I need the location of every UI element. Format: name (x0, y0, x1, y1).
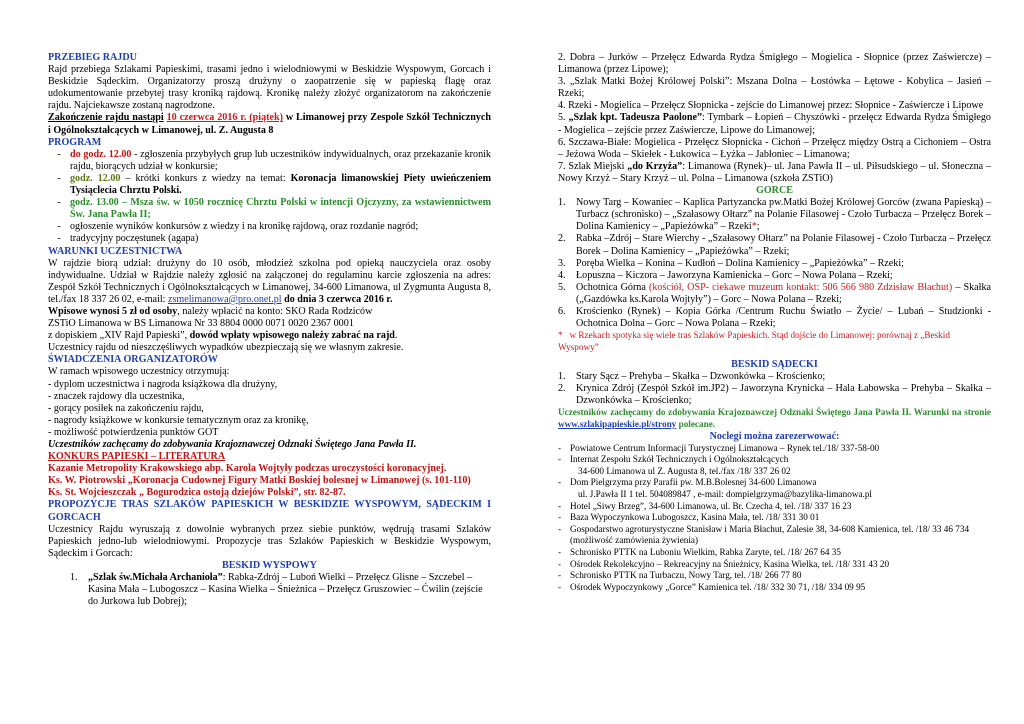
route-name: „do Krzyża” (627, 160, 683, 172)
left-column (48, 52, 491, 608)
gorce-item: 6. Krościenko (Rynek) – Kopia Górka /Centrum Ruchu Światło – Życie/ – Lubań – Studzionki - Ochotnica Dolna – Gorc – Nowa Polana – Rzeki; (558, 305, 991, 330)
gorce-item: 2. Rabka –Zdrój – Stare Wierchy - „Szałasowy Ołtarz” na Polanie Filasowej - Czoło Turbacza – Przełęcz Borek – Dolina Kamienicy – „Papieżówka” – Rzeki; (558, 233, 991, 257)
route-text: : Tymbark – Łopień – Chyszówki - przełęcz Edwarda Rydza Śmigłego - Mogielica – zejście przez Zaświercze, Lipowe do Limanowej; (558, 112, 991, 136)
nocleg-item: - Internat Zespołu Szkół Technicznych i Ogólnokształcących (558, 454, 991, 466)
rzeki-note (558, 330, 991, 353)
wpisowe-rest: , należy wpłacić na konto: SKO Rada Rodziców (177, 305, 373, 317)
gorce-item: 1. Nowy Targ – Kowaniec – Kaplica Partyzancka pw.Matki Bożej Królowej Gorców (zwana Papieską) – Turbacz (schronisko) – „Szałasowy Ołtarz” na Polanie Filasowej - Czoło Turbacza – Przełęcz Borek – Dolina Kamienicy – „Papieżówka” – Rzeki*; (558, 197, 991, 233)
route-item: 4. Rzeki - Mogielica – Przełęcz Słopnicka - zejście do Limanowej przez: Słopnice - Zaświercze i Lipowe (558, 100, 984, 112)
route-item: 3. „Szlak Matki Bożej Królowej Polski”: Mszana Dolna – Łostówka – Łętowe - Kobylica – Jasień – Rzeki; (558, 76, 991, 100)
gorce-text: Łopuszna – Kiczora – Jaworzyna Kamienicka – Gorc – Nowa Polana – Rzeki; (576, 269, 893, 281)
nocleg-text: Gospodarstwo agroturystyczne Stanisław i Maria Błachut, Zalesie 38, 34-608 Kamienica, tel. /18/ 33 46 734 (możliwość zamówienia żywienia) (570, 523, 970, 546)
noclegi-heading: Noclegi można zarezerwować: (709, 430, 840, 442)
gorce-contact: (kościół, OSP- ciekawe muzeum kontakt: 506 566 980 Zdzisław Błachut) (648, 281, 953, 293)
nocleg-text: Dom Pielgrzyma przy Parafii pw. M.B.Bolesnej 34-600 Limanowa (570, 477, 817, 488)
nocleg-text: ul. J.Pawła II 1 tel. 504089847 , e-mail: dompielgrzyma@bazylika-limanowa.pl (578, 489, 872, 499)
nocleg-text: Powiatowe Centrum Informacji Turystycznej Limanowa – Rynek tel./18/ 337-58-00 (570, 442, 880, 453)
nocleg-item: - Schronisko PTTK na Turbaczu, Nowy Targ, tel. /18/ 266 77 80 (558, 570, 991, 582)
swiadczenia-item: - gorący posiłek na zakończeniu rajdu, (48, 402, 204, 414)
right-column (558, 52, 991, 593)
program-topic: Koronacja limanowskiej Piety uwieńczeniem Tysiąclecia Chrztu Polski. (70, 172, 491, 197)
swiadczenia-intro: W ramach wpisowego uczestnicy otrzymują: (48, 366, 230, 378)
odznaka-note-green (558, 407, 991, 430)
zakonczenie-label: Zakończenie rajdu nastąpi (48, 112, 164, 124)
literatura-item: Ks. W. Piotrowski „Koronacja Cudownej Figury Matki Boskiej bolesnej w Limanowej (s. 101-110) (48, 475, 471, 487)
green-note-text: polecane. (678, 418, 716, 429)
swiadczenia-item: - nagrody książkowe w konkursie tematycznym oraz za kronikę, (48, 414, 309, 426)
przebieg-text: Rajd przebiega Szlakami Papieskimi, trasami jedno i wielodniowymi w Beskidzie Wyspowym, Gorcach i Beskidzie Sądeckim. Organizatorzy proszą drużyny o zaopatrzenie się w papieską flagę oraz udokumentowanie przebytej trasy kroniką rajdową. Kronikę należy złożyć organizatorom na zakończenie rajdu. Najciekawsze zostaną nagrodzone. (48, 64, 491, 112)
route-number: 7. Szlak Miejski (558, 160, 625, 172)
sadecki-item: 1. Stary Sącz – Prehyba – Skałka – Dzwonkówka – Krościenko; (558, 371, 991, 383)
nocleg-item: - Ośrodek Rekolekcyjno – Rekreacyjny na Śnieżnicy, Kasina Wielka, tel. /18/ 331 43 20 (558, 559, 991, 571)
gorce-item: 5. Ochotnica Górna (kościół, OSP- ciekawe muzeum kontakt: 506 566 980 Zdzisław Błachut) – Skałka („Gazdówka ks.Karola Wojtyły”) – Gorc – Nowa Polana – Rzeki; (558, 281, 991, 305)
propozycje-heading: PROPOZYCJE TRAS SZLAKÓW PAPIESKICH W BESKIDZIE WYSPOWYM, SĄDECKIM I GORCACH (48, 499, 491, 523)
swiadczenia-item: - znaczek rajdowy dla uczestnika, (48, 390, 185, 402)
email-link[interactable]: zsmelimanowa@pro.onet.pl (168, 293, 282, 305)
nocleg-sub (558, 466, 991, 478)
zakonczenie-rest: w Limanowej przy Zespole Szkół Technicznych i Ogólnokształcących w Limanowej, ul. Z. Augusta 8 (48, 112, 491, 136)
nocleg-item: - Baza Wypoczynkowa Lubogoszcz, Kasina Mała, tel. /18/ 331 30 01 (558, 512, 991, 524)
nocleg-text: Ośrodek Rekolekcyjno – Rekreacyjny na Śnieżnicy, Kasina Wielka, tel. /18/ 331 43 20 (570, 558, 890, 569)
literatura-item: Ks. St. Wojcieszczak „ Bogurodzica ostoją dziejów Polski”, str. 82-87. (48, 487, 346, 499)
gorce-heading: GORCE (755, 185, 793, 197)
rzeki-note-text: w Rzekach spotyka się wiele tras Szlaków Papieskich. Stąd dojście do Limanowej: porównaj z „Beskid Wyspowy” (558, 330, 950, 352)
program-time: godz. 12.00 (70, 172, 121, 184)
route-name: „Szlak kpt. Tadeusza Paolone” (568, 112, 702, 124)
gorce-text: Nowy Targ – Kowaniec – Kaplica Partyzancka pw.Matki Bożej Królowej Gorców (zwana Papieską) – Turbacz (schronisko) – „Szałasowy Ołtarz” na Polanie Filasowej - Czoło Turbacza – Przełęcz Borek – Dolina Kamienicy – „Papieżówka” – Rzeki (576, 197, 991, 233)
warunki-text (48, 258, 491, 306)
warunki-heading: WARUNKI UCZESTNICTWA (48, 245, 183, 257)
nocleg-text: Baza Wypoczynkowa Lubogoszcz, Kasina Mała, tel. /18/ 331 30 01 (570, 512, 820, 523)
nocleg-text: Ośrodek Wypoczynkowy „Gorce” Kamienica tel. /18/ 332 30 71, /18/ 334 09 95 (570, 581, 866, 592)
konkurs-heading: KONKURS PAPIESKI – LITERATURA (48, 451, 226, 463)
program-item: - do godz. 12.00 - zgłoszenia przybyłych grup lub uczestników indywidualnych, oraz przekazanie kronik rajdu, biorących udział w konkursie; (57, 148, 491, 172)
route-name: „Szlak św.Michała Archanioła” (88, 572, 223, 584)
gorce-text: Rabka –Zdrój – Stare Wierchy - „Szałasowy Ołtarz” na Polanie Filasowej - Czoło Turbacza – Przełęcz Borek – Dolina Kamienicy – „Papieżówka” – Rzeki; (576, 233, 991, 257)
route-item (48, 572, 491, 608)
nocleg-text: Internat Zespołu Szkół Technicznych i Ogólnokształcących (570, 454, 789, 465)
dopisek-pre: z dopiskiem „XIV Rajd Papieski”, (48, 330, 188, 342)
gorce-text: – Skałka („Gazdówka ks.Karola Wojtyły”) – Gorc – Nowa Polana – Rzeki; (576, 281, 991, 305)
route-number: 1. (70, 572, 78, 584)
program-item: - godz. 12.00 – krótki konkurs z wiedzy na temat: Koronacja limanowskiej Piety uwieńczeniem Tysiąclecia Chrztu Polski. (57, 172, 491, 197)
star-mark: * (751, 221, 757, 233)
nocleg-text: Schronisko PTTK na Luboniu Wielkim, Rabka Zaryte, tel. /18/ 267 64 35 (570, 546, 841, 557)
route-item (558, 161, 991, 185)
program-item: - godz. 13.00 – Msza św. w 1050 rocznicę Chrztu Polski w intencji Ojczyzny, za wstawiennictwem Św. Jana Pawła II; (57, 197, 491, 221)
literatura-item: Kazanie Metropolity Krakowskiego abp. Karola Wojtyły podczas uroczystości koronacyjnej. (48, 463, 447, 475)
program-mass: godz. 13.00 – Msza św. w 1050 rocznicę Chrztu Polski w intencji Ojczyzny, za wstawiennictwem Św. Jana Pawła II; (70, 197, 491, 221)
wpisowe-amount: Wpisowe wynosi 5 zł od osoby (48, 305, 178, 317)
nocleg-item: - Gospodarstwo agroturystyczne Stanisław i Maria Błachut, Zalesie 38, 34-608 Kamienica, tel. /18/ 33 46 734 (możliwość zamówienia żywienia) (558, 524, 991, 547)
route-text: : Rabka-Zdrój – Luboń Wielki – Przełęcz Glisne – Szczebel – Kasina Mała – Lubogoszcz – Kasina Wielka – Śnieżnica – Przełęcz Gruszowiec – Ćwilin (zejście do Jurkowa lub Dobrej); (88, 572, 483, 608)
dopisek-bold: dowód wpłaty wpisowego należy zabrać na rajd (189, 330, 395, 342)
wpisowe-text (48, 306, 491, 318)
odznaka-note: Uczestników zachęcamy do zdobywania Krajoznawczej Odznaki Świętego Jana Pawła II. (48, 439, 417, 450)
nocleg-text: 34-600 Limanowa ul Z. Augusta 8, tel./fax /18/ 337 26 02 (578, 465, 791, 476)
sadecki-text: Stary Sącz – Prehyba – Skałka – Dzwonkówka – Krościenko; (576, 371, 826, 383)
gorce-text: Poręba Wielka – Konina – Kudłoń – Dolina Kamienicy – „Papieżówka” – Rzeki; (576, 257, 904, 269)
konto-line: ZSTiO Limanowa w BS Limanowa Nr 33 8804 0000 0071 0020 2367 0001 (48, 318, 354, 330)
nocleg-item: - Dom Pielgrzyma przy Parafii pw. M.B.Bolesnej 34-600 Limanowa (558, 477, 991, 489)
program-time: do godz. 12.00 (70, 148, 132, 160)
gorce-text: Krościenko (Rynek) – Kopia Górka /Centrum Ruchu Światło – Życie/ – Lubań – Studzionki - Ochotnica Dolna – Gorc – Nowa Polana – Rzeki; (576, 305, 991, 330)
nocleg-sub (558, 489, 991, 501)
warunki-deadline: do dnia 3 czerwca 2016 r. (284, 293, 393, 305)
propozycje-text: Uczestnicy Rajdu wyruszają z dowolnie wybranych przez siebie punktów, wędrują trasami Szlaków Papieskich jedno-lub wielodniowymi. Propozycje tras Szlaków Papieskich w Beskidzie Wyspowym, Sądeckim i Gorcach: (48, 523, 491, 559)
sadecki-text: Krynica Zdrój (Zespół Szkół im.JP2) – Jaworzyna Krynicka – Hala Łabowska – Prehyba – Skałka – Dzwonkówka – Krościenko; (576, 383, 991, 407)
beskid-wyspowy-heading: BESKID WYSPOWY (222, 559, 317, 571)
route-number: 5. (558, 112, 566, 124)
route-item (558, 112, 991, 136)
zakonczenie-text (48, 112, 491, 136)
szlaki-link[interactable]: www.szlakipapieskie.pl/strony (558, 418, 677, 429)
zakonczenie-date: 10 czerwca 2016 r. (piątek) (166, 112, 283, 124)
program-text: - zgłoszenia przybyłych grup lub uczestników indywidualnych, oraz przekazanie kronik rajdu, biorących udział w konkursie; (70, 148, 491, 172)
green-note-text: Uczestników zachęcamy do zdobywania Krajoznawczej Odznaki Świętego Jana Pawła II. Warunki na stronie (558, 407, 991, 418)
gorce-item: 4. Łopuszna – Kiczora – Jaworzyna Kamienicka – Gorc – Nowa Polana – Rzeki; (558, 270, 991, 282)
warunki-body: W rajdzie biorą udział: drużyny do 10 osób, młodzież szkolna pod opieką nauczyciela oraz osoby indywidualne. Udział w Rajdzie należy zgłosić na załączonej do regulaminu karcie zgłoszenia na adres: Zespół Szkół Technicznych i Ogólnokształcących w Limanowej, 34-600 Limanowa, ul Zygmunta Augusta 8, tel./fax 18 337 26 02, e-mail: (48, 257, 491, 305)
gorce-text: Ochotnica Górna (576, 281, 646, 293)
przebieg-heading: PRZEBIEG RAJDU (48, 52, 137, 63)
route-item: 6. Szczawa-Białe: Mogielica - Przełęcz Słopnicka - Cichoń – Przełęcz między Ostrą a Cichoniem – Ostra – Jeżowa Woda – Skiełek - Łukowica – Łyżka – Jabłoniec – Limanowa; (558, 136, 991, 160)
route-item: 2. Dobra – Jurków – Przełęcz Edwarda Rydza Śmigłego – Mogielica - Słopnice (przez Zaświercze) – Limanowa (przez Lipowe); (558, 52, 991, 76)
nocleg-item: - Hotel „Siwy Brzeg”, 34-600 Limanowa, ul. Br. Czecha 4, tel. /18/ 337 16 23 (558, 501, 991, 513)
program-text: ogłoszenie wyników konkursów z wiedzy i na kronikę rajdową, oraz rozdanie nagród; (70, 221, 419, 233)
program-item: - tradycyjny poczęstunek (agapa) (48, 233, 491, 245)
nocleg-item: - Powiatowe Centrum Informacji Turystycznej Limanowa – Rynek tel./18/ 337-58-00 (558, 443, 991, 455)
program-heading: PROGRAM (48, 136, 102, 148)
nocleg-text: Schronisko PTTK na Turbaczu, Nowy Targ, tel. /18/ 266 77 80 (570, 570, 802, 581)
sadecki-item: 2. Krynica Zdrój (Zespół Szkół im.JP2) – Jaworzyna Krynicka – Hala Łabowska – Prehyba – Skałka – Dzwonkówka – Krościenko; (558, 383, 991, 407)
nocleg-item: - Schronisko PTTK na Luboniu Wielkim, Rabka Zaryte, tel. /18/ 267 64 35 (558, 547, 991, 559)
nocleg-item: - Ośrodek Wypoczynkowy „Gorce” Kamienica tel. /18/ 332 30 71, /18/ 334 09 95 (558, 582, 991, 594)
route-text: : Limanowa (Rynek)– ul. Jana Pawła II – ul. Piłsudskiego – ul. Słoneczna – Nowy Krzyż – Stary Krzyż – ul. Polna – Limanowa (szkoła ZSTiO) (558, 160, 991, 184)
dopisek-line: z dopiskiem „XIV Rajd Papieski”, dowód wpłaty wpisowego należy zabrać na rajd. (48, 330, 398, 342)
swiadczenia-item: - możliwość potwierdzenia punktów GOT (48, 426, 219, 438)
ubezpieczenie-line: Uczestnicy rajdu od nieszczęśliwych wypadków ubezpieczają się we własnym zakresie. (48, 342, 404, 354)
nocleg-text: Hotel „Siwy Brzeg”, 34-600 Limanowa, ul. Br. Czecha 4, tel. /18/ 337 16 23 (570, 500, 852, 511)
swiadczenia-item: - dyplom uczestnictwa i nagroda książkowa dla drużyny, (48, 378, 278, 390)
program-item: - ogłoszenie wyników konkursów z wiedzy i na kronikę rajdową, oraz rozdanie nagród; (48, 221, 491, 233)
gorce-item: 3. Poręba Wielka – Konina – Kudłoń – Dolina Kamienicy – „Papieżówka” – Rzeki; (558, 258, 991, 270)
program-text: – krótki konkurs z wiedzy na temat: (125, 172, 286, 184)
swiadczenia-heading: ŚWIADCZENIA ORGANIZATORÓW (48, 354, 218, 366)
star-mark: * (558, 330, 563, 341)
program-text: tradycyjny poczęstunek (agapa) (70, 233, 199, 245)
beskid-sadecki-heading: BESKID SĄDECKI (731, 358, 818, 370)
